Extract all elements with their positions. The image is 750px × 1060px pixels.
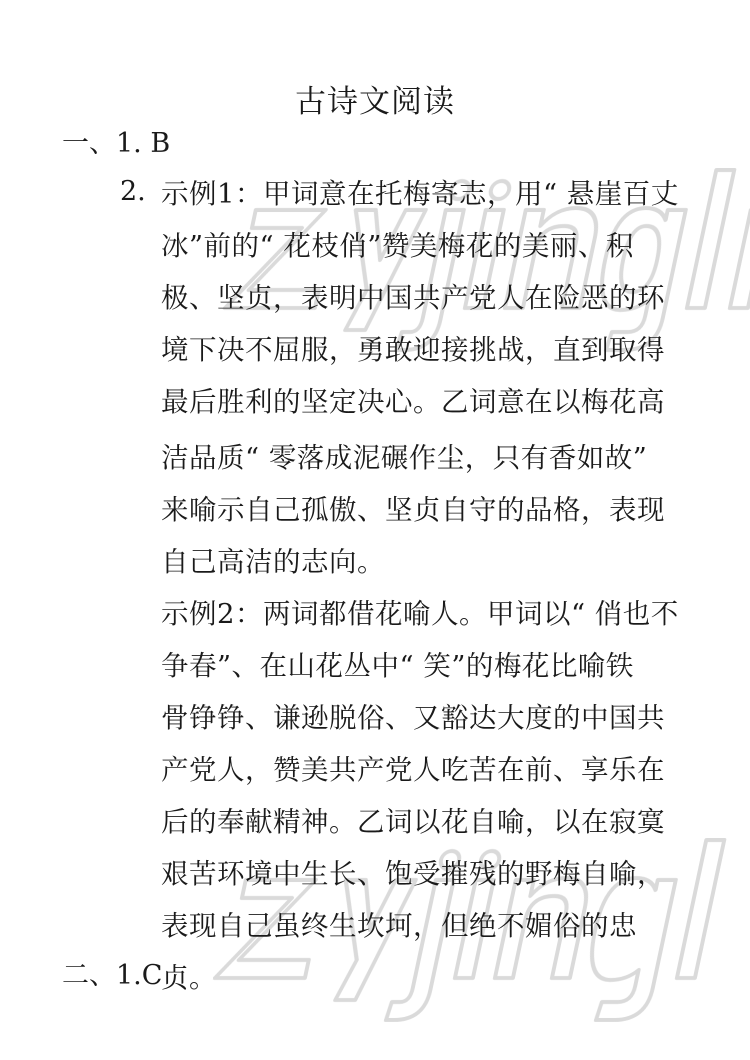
answer-line: 最后胜利的坚定决心。乙词意在以梅花高 [161, 386, 665, 418]
answer-line: 产党人，赞美共产党人吃苦在前、享乐在 [161, 754, 665, 786]
question-2-answer [161, 172, 691, 1008]
answer-line: 骨铮铮、谦逊脱俗、又豁达大度的中国共 [161, 702, 665, 734]
answer-line: 自己高洁的志向。 [161, 546, 385, 578]
answer-line: 来喻示自己孤傲、坚贞自守的品格，表现 [161, 494, 665, 526]
answer-line: 洁品质“ 零落成泥碾作尘，只有香如故” [161, 442, 648, 474]
answer-line: 示例2：两词都借花喻人。甲词以“ 俏也不 [161, 598, 679, 630]
answer-line: 冰”前的“ 花枝俏”赞美梅花的美丽、积 [161, 230, 634, 262]
answer-line: 表现自己虽终生坎坷，但绝不媚俗的忠 [161, 910, 637, 942]
answer-line: 后的奉献精神。乙词以花自喻，以在寂寞 [161, 806, 665, 838]
answer-line: 境下决不屈服，勇敢迎接挑战，直到取得 [161, 334, 665, 366]
question-2-number: 2. [120, 176, 146, 207]
page-title: 古诗文阅读 [295, 84, 455, 120]
section-2-answer: 二、1.C [62, 960, 163, 991]
answer-line: 贞。 [161, 962, 217, 994]
answer-line: 极、坚贞，表明中国共产党人在险恶的环 [161, 282, 665, 314]
answer-line: 争春”、在山花丛中“ 笑”的梅花比喻铁 [161, 650, 634, 682]
answer-line: 示例1：甲词意在托梅寄志，用“ 悬崖百丈 [161, 178, 679, 210]
answer-line: 艰苦环境中生长、饱受摧残的野梅自喻， [161, 858, 665, 890]
section-1-answer: 一、1. B [62, 128, 171, 159]
